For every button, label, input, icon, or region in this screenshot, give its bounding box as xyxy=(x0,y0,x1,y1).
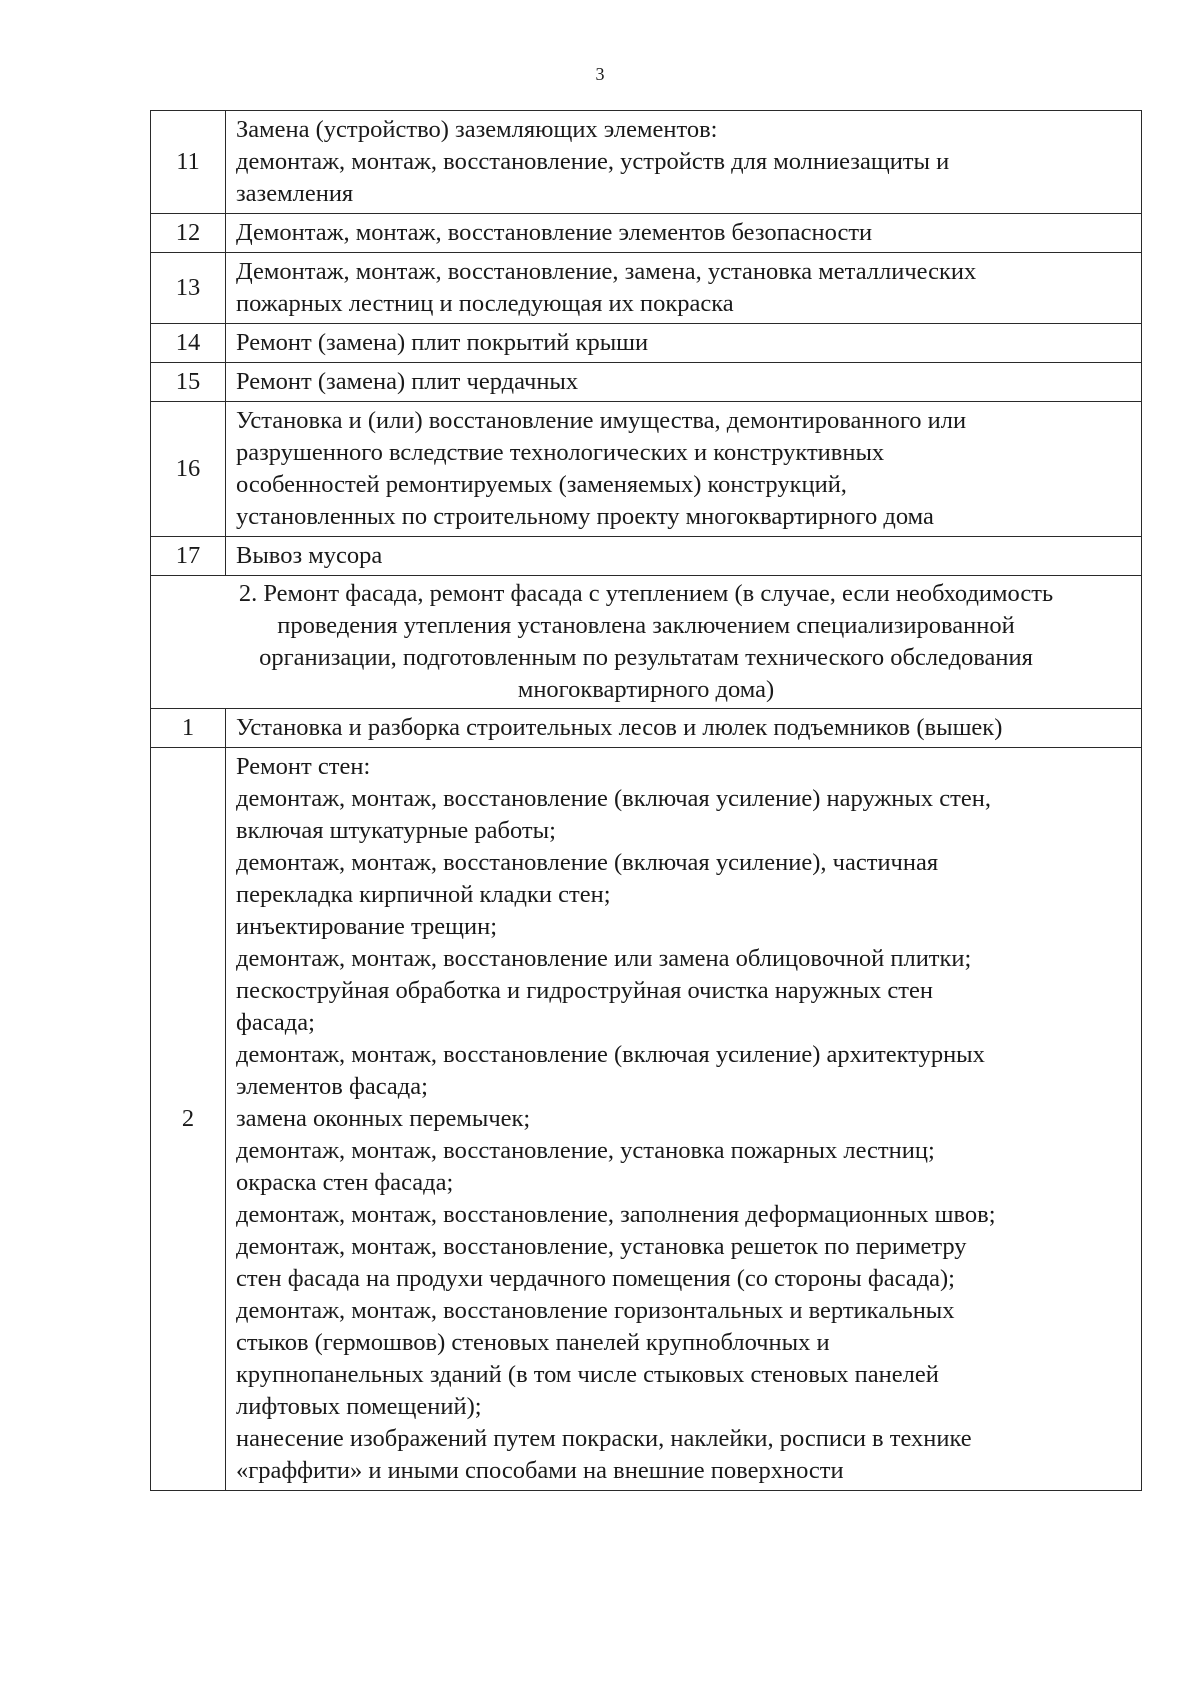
section-heading-line: 2. Ремонт фасада, ремонт фасада с утеплением (в случае, если необходимость xyxy=(238,580,1054,607)
description-line: демонтаж, монтаж, восстановление, заполнения деформационных швов; xyxy=(236,1201,996,1228)
description-line: замена оконных перемычек; xyxy=(236,1105,531,1132)
row-description xyxy=(226,402,1142,537)
row-number: 2 xyxy=(151,748,226,1491)
description-line: разрушенного вследствие технологических и конструктивных xyxy=(236,439,885,466)
table-row xyxy=(151,363,1142,402)
row-description xyxy=(226,253,1142,324)
table-section-facade xyxy=(151,709,1142,1491)
row-description xyxy=(226,111,1142,214)
row-number: 15 xyxy=(151,363,226,402)
description-line: стыков (гермошвов) стеновых панелей крупноблочных и xyxy=(236,1329,830,1356)
page-number: 3 xyxy=(595,64,605,84)
description-line: Ремонт (замена) плит покрытий крыши xyxy=(236,329,649,356)
section-heading-line: организации, подготовленным по результатам технического обследования xyxy=(259,644,1033,671)
row-description xyxy=(226,537,1142,576)
description-line: демонтаж, монтаж, восстановление, устройств для молниезащиты и xyxy=(236,148,950,175)
row-number: 14 xyxy=(151,324,226,363)
description-line: включая штукатурные работы; xyxy=(236,817,556,844)
section-heading-line: проведения утепления установлена заключением специализированной xyxy=(277,612,1015,639)
description-line: установленных по строительному проекту многоквартирного дома xyxy=(236,503,934,530)
row-number: 1 xyxy=(151,709,226,748)
description-line: стен фасада на продухи чердачного помещения (со стороны фасада); xyxy=(236,1265,955,1292)
description-line: пожарных лестниц и последующая их покраска xyxy=(236,290,734,317)
description-line: демонтаж, монтаж, восстановление, установка решеток по периметру xyxy=(236,1233,967,1260)
description-line: демонтаж, монтаж, восстановление (включая усиление), частичная xyxy=(236,849,939,876)
table-row xyxy=(151,402,1142,537)
section-heading xyxy=(151,576,1142,709)
description-line: инъектирование трещин; xyxy=(236,913,498,940)
description-line: особенностей ремонтируемых (заменяемых) конструкций, xyxy=(236,471,847,498)
description-line: демонтаж, монтаж, восстановление горизонтальных и вертикальных xyxy=(236,1297,955,1324)
description-line: перекладка кирпичной кладки стен; xyxy=(236,881,611,908)
table-row xyxy=(151,748,1142,1491)
description-line: Ремонт стен: xyxy=(236,753,371,780)
description-line: демонтаж, монтаж, восстановление или замена облицовочной плитки; xyxy=(236,945,972,972)
description-line: Установка и (или) восстановление имущества, демонтированного или xyxy=(236,407,967,434)
row-number: 12 xyxy=(151,214,226,253)
section-heading-row xyxy=(151,576,1142,709)
row-number: 17 xyxy=(151,537,226,576)
description-line: «граффити» и иными способами на внешние поверхности xyxy=(236,1457,844,1484)
table-row xyxy=(151,214,1142,253)
description-line: Демонтаж, монтаж, восстановление элементов безопасности xyxy=(236,219,873,246)
section-heading-line: многоквартирного дома) xyxy=(517,676,775,703)
description-line: нанесение изображений путем покраски, наклейки, росписи в технике xyxy=(236,1425,972,1452)
table-row xyxy=(151,111,1142,214)
row-description xyxy=(226,214,1142,253)
table-section-facade-header xyxy=(151,576,1142,709)
row-description xyxy=(226,363,1142,402)
description-line: Вывоз мусора xyxy=(236,542,383,569)
table-row xyxy=(151,709,1142,748)
description-line: элементов фасада; xyxy=(236,1073,428,1100)
table-row xyxy=(151,324,1142,363)
description-line: пескоструйная обработка и гидроструйная очистка наружных стен xyxy=(236,977,933,1004)
description-line: Демонтаж, монтаж, восстановление, замена, установка металлических xyxy=(236,258,977,285)
description-line: Установка и разборка строительных лесов и люлек подъемников (вышек) xyxy=(236,714,1003,741)
row-description xyxy=(226,324,1142,363)
table-row xyxy=(151,537,1142,576)
description-line: фасада; xyxy=(236,1009,315,1036)
description-line: окраска стен фасада; xyxy=(236,1169,454,1196)
row-number: 13 xyxy=(151,253,226,324)
works-table xyxy=(150,110,1142,1491)
row-number: 16 xyxy=(151,402,226,537)
row-number: 11 xyxy=(151,111,226,214)
table-row xyxy=(151,253,1142,324)
table-section-roof xyxy=(151,111,1142,576)
description-line: Замена (устройство) заземляющих элементов: xyxy=(236,116,718,143)
description-line: демонтаж, монтаж, восстановление (включая усиление) наружных стен, xyxy=(236,785,991,812)
description-line: заземления xyxy=(236,180,354,207)
description-line: лифтовых помещений); xyxy=(236,1393,482,1420)
description-line: Ремонт (замена) плит чердачных xyxy=(236,368,579,395)
description-line: крупнопанельных зданий (в том числе стыковых стеновых панелей xyxy=(236,1361,939,1388)
description-line: демонтаж, монтаж, восстановление, установка пожарных лестниц; xyxy=(236,1137,935,1164)
row-description xyxy=(226,709,1142,748)
row-description xyxy=(226,748,1142,1491)
description-line: демонтаж, монтаж, восстановление (включая усиление) архитектурных xyxy=(236,1041,985,1068)
